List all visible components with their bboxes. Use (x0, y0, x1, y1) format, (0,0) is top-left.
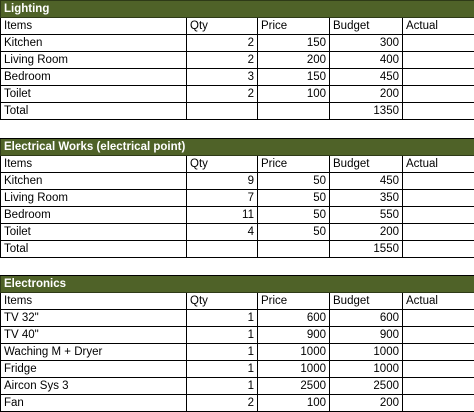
cell-price[interactable]: 150 (258, 35, 330, 52)
section-header-electrical (1, 139, 474, 156)
header-items[interactable]: Items (1, 156, 187, 173)
table-row (1, 361, 474, 378)
cell-budget[interactable]: 450 (330, 173, 403, 190)
cell-qty[interactable]: 4 (187, 224, 258, 241)
cell-price[interactable]: 50 (258, 207, 330, 224)
header-items[interactable]: Items (1, 18, 187, 35)
cell-actual[interactable] (403, 69, 474, 86)
cell-actual[interactable] (403, 344, 474, 361)
section-title[interactable]: Lighting (1, 1, 474, 18)
header-actual[interactable]: Actual (403, 18, 474, 35)
header-price[interactable]: Price (258, 156, 330, 173)
cell-price[interactable]: 100 (258, 86, 330, 103)
cell-budget[interactable]: 2500 (330, 378, 403, 395)
cell-budget[interactable]: 200 (330, 86, 403, 103)
column-header-row (1, 293, 474, 310)
column-header-row (1, 18, 474, 35)
header-actual[interactable]: Actual (403, 293, 474, 310)
total-label[interactable]: Total (1, 241, 187, 258)
cell-item[interactable]: Kitchen (1, 35, 187, 52)
total-budget[interactable]: 1350 (330, 103, 403, 120)
cell-qty[interactable] (187, 103, 258, 120)
cell-qty[interactable]: 1 (187, 344, 258, 361)
header-actual[interactable]: Actual (403, 156, 474, 173)
table-row (1, 190, 474, 207)
section-header-electronics (1, 276, 474, 293)
cell-price[interactable]: 900 (258, 327, 330, 344)
total-row (1, 241, 474, 258)
cell-budget[interactable]: 900 (330, 327, 403, 344)
cell-price[interactable] (258, 103, 330, 120)
table-row (1, 344, 474, 361)
cell-actual[interactable] (403, 35, 474, 52)
cell-item[interactable]: Kitchen (1, 173, 187, 190)
cell-budget[interactable]: 200 (330, 395, 403, 412)
spacer-row (1, 258, 474, 276)
cell-budget[interactable]: 200 (330, 224, 403, 241)
header-budget[interactable]: Budget (330, 156, 403, 173)
header-budget[interactable]: Budget (330, 18, 403, 35)
total-row (1, 103, 474, 120)
cell-budget[interactable]: 350 (330, 190, 403, 207)
cell-item[interactable]: Waching M + Dryer (1, 344, 187, 361)
table-row (1, 207, 474, 224)
cell-price[interactable]: 600 (258, 310, 330, 327)
cell-budget[interactable]: 1000 (330, 344, 403, 361)
cell-item[interactable]: TV 32" (1, 310, 187, 327)
cell-qty[interactable]: 2 (187, 35, 258, 52)
cell-item[interactable]: Toilet (1, 86, 187, 103)
cell-actual[interactable] (403, 190, 474, 207)
column-header-row (1, 156, 474, 173)
cell-price[interactable]: 100 (258, 395, 330, 412)
cell-budget[interactable]: 450 (330, 69, 403, 86)
cell-price[interactable]: 1000 (258, 344, 330, 361)
cell-qty[interactable]: 9 (187, 173, 258, 190)
cell-item[interactable]: Bedroom (1, 207, 187, 224)
cell-actual[interactable] (403, 327, 474, 344)
cell-price[interactable]: 50 (258, 224, 330, 241)
cell-item[interactable]: Fridge (1, 361, 187, 378)
cell-qty[interactable]: 11 (187, 207, 258, 224)
cell-qty[interactable]: 3 (187, 69, 258, 86)
table-row (1, 378, 474, 395)
table-row (1, 310, 474, 327)
cell-item[interactable]: Bedroom (1, 69, 187, 86)
cell-item[interactable]: Toilet (1, 224, 187, 241)
cell-item[interactable]: Living Room (1, 190, 187, 207)
table-row (1, 327, 474, 344)
cell-actual[interactable] (403, 310, 474, 327)
cell-budget[interactable]: 300 (330, 35, 403, 52)
section-title[interactable]: Electrical Works (electrical point) (1, 139, 474, 156)
total-label[interactable]: Total (1, 103, 187, 120)
table-row (1, 69, 474, 86)
table-row (1, 52, 474, 69)
cell-actual[interactable] (403, 103, 474, 120)
table-row (1, 86, 474, 103)
cell-price[interactable]: 150 (258, 69, 330, 86)
cell-qty[interactable]: 1 (187, 378, 258, 395)
cell-budget[interactable]: 550 (330, 207, 403, 224)
cell-actual[interactable] (403, 224, 474, 241)
cell-price[interactable]: 50 (258, 190, 330, 207)
cell-item[interactable]: Living Room (1, 52, 187, 69)
cell-actual[interactable] (403, 395, 474, 412)
cell-actual[interactable] (403, 86, 474, 103)
spacer-row (1, 120, 474, 139)
header-qty[interactable]: Qty (187, 18, 258, 35)
cell-actual[interactable] (403, 207, 474, 224)
cell-item[interactable]: Aircon Sys 3 (1, 378, 187, 395)
cell-price[interactable] (258, 241, 330, 258)
header-price[interactable]: Price (258, 18, 330, 35)
cell-actual[interactable] (403, 173, 474, 190)
header-qty[interactable]: Qty (187, 156, 258, 173)
blank-cell[interactable] (1, 120, 474, 139)
cell-item[interactable]: TV 40" (1, 327, 187, 344)
cell-budget[interactable]: 1000 (330, 361, 403, 378)
cell-qty[interactable]: 2 (187, 86, 258, 103)
header-price[interactable]: Price (258, 293, 330, 310)
cell-price[interactable]: 200 (258, 52, 330, 69)
cell-item[interactable]: Fan (1, 395, 187, 412)
section-header-lighting (1, 1, 474, 18)
blank-cell[interactable] (1, 258, 474, 276)
total-budget[interactable]: 1550 (330, 241, 403, 258)
cell-price[interactable]: 50 (258, 173, 330, 190)
cell-actual[interactable] (403, 241, 474, 258)
table-row (1, 173, 474, 190)
cell-actual[interactable] (403, 378, 474, 395)
header-budget[interactable]: Budget (330, 293, 403, 310)
cell-actual[interactable] (403, 361, 474, 378)
cell-budget[interactable]: 400 (330, 52, 403, 69)
cell-qty[interactable]: 2 (187, 52, 258, 69)
header-items[interactable]: Items (1, 293, 187, 310)
table-row (1, 395, 474, 412)
cell-price[interactable]: 2500 (258, 378, 330, 395)
table-row (1, 224, 474, 241)
header-qty[interactable]: Qty (187, 293, 258, 310)
cell-budget[interactable]: 600 (330, 310, 403, 327)
cell-qty[interactable]: 1 (187, 310, 258, 327)
cell-qty[interactable]: 1 (187, 327, 258, 344)
section-title[interactable]: Electronics (1, 276, 474, 293)
cell-qty[interactable]: 2 (187, 395, 258, 412)
cell-price[interactable]: 1000 (258, 361, 330, 378)
table-row (1, 35, 474, 52)
cell-qty[interactable]: 1 (187, 361, 258, 378)
cell-qty[interactable] (187, 241, 258, 258)
cell-qty[interactable]: 7 (187, 190, 258, 207)
cell-actual[interactable] (403, 52, 474, 69)
